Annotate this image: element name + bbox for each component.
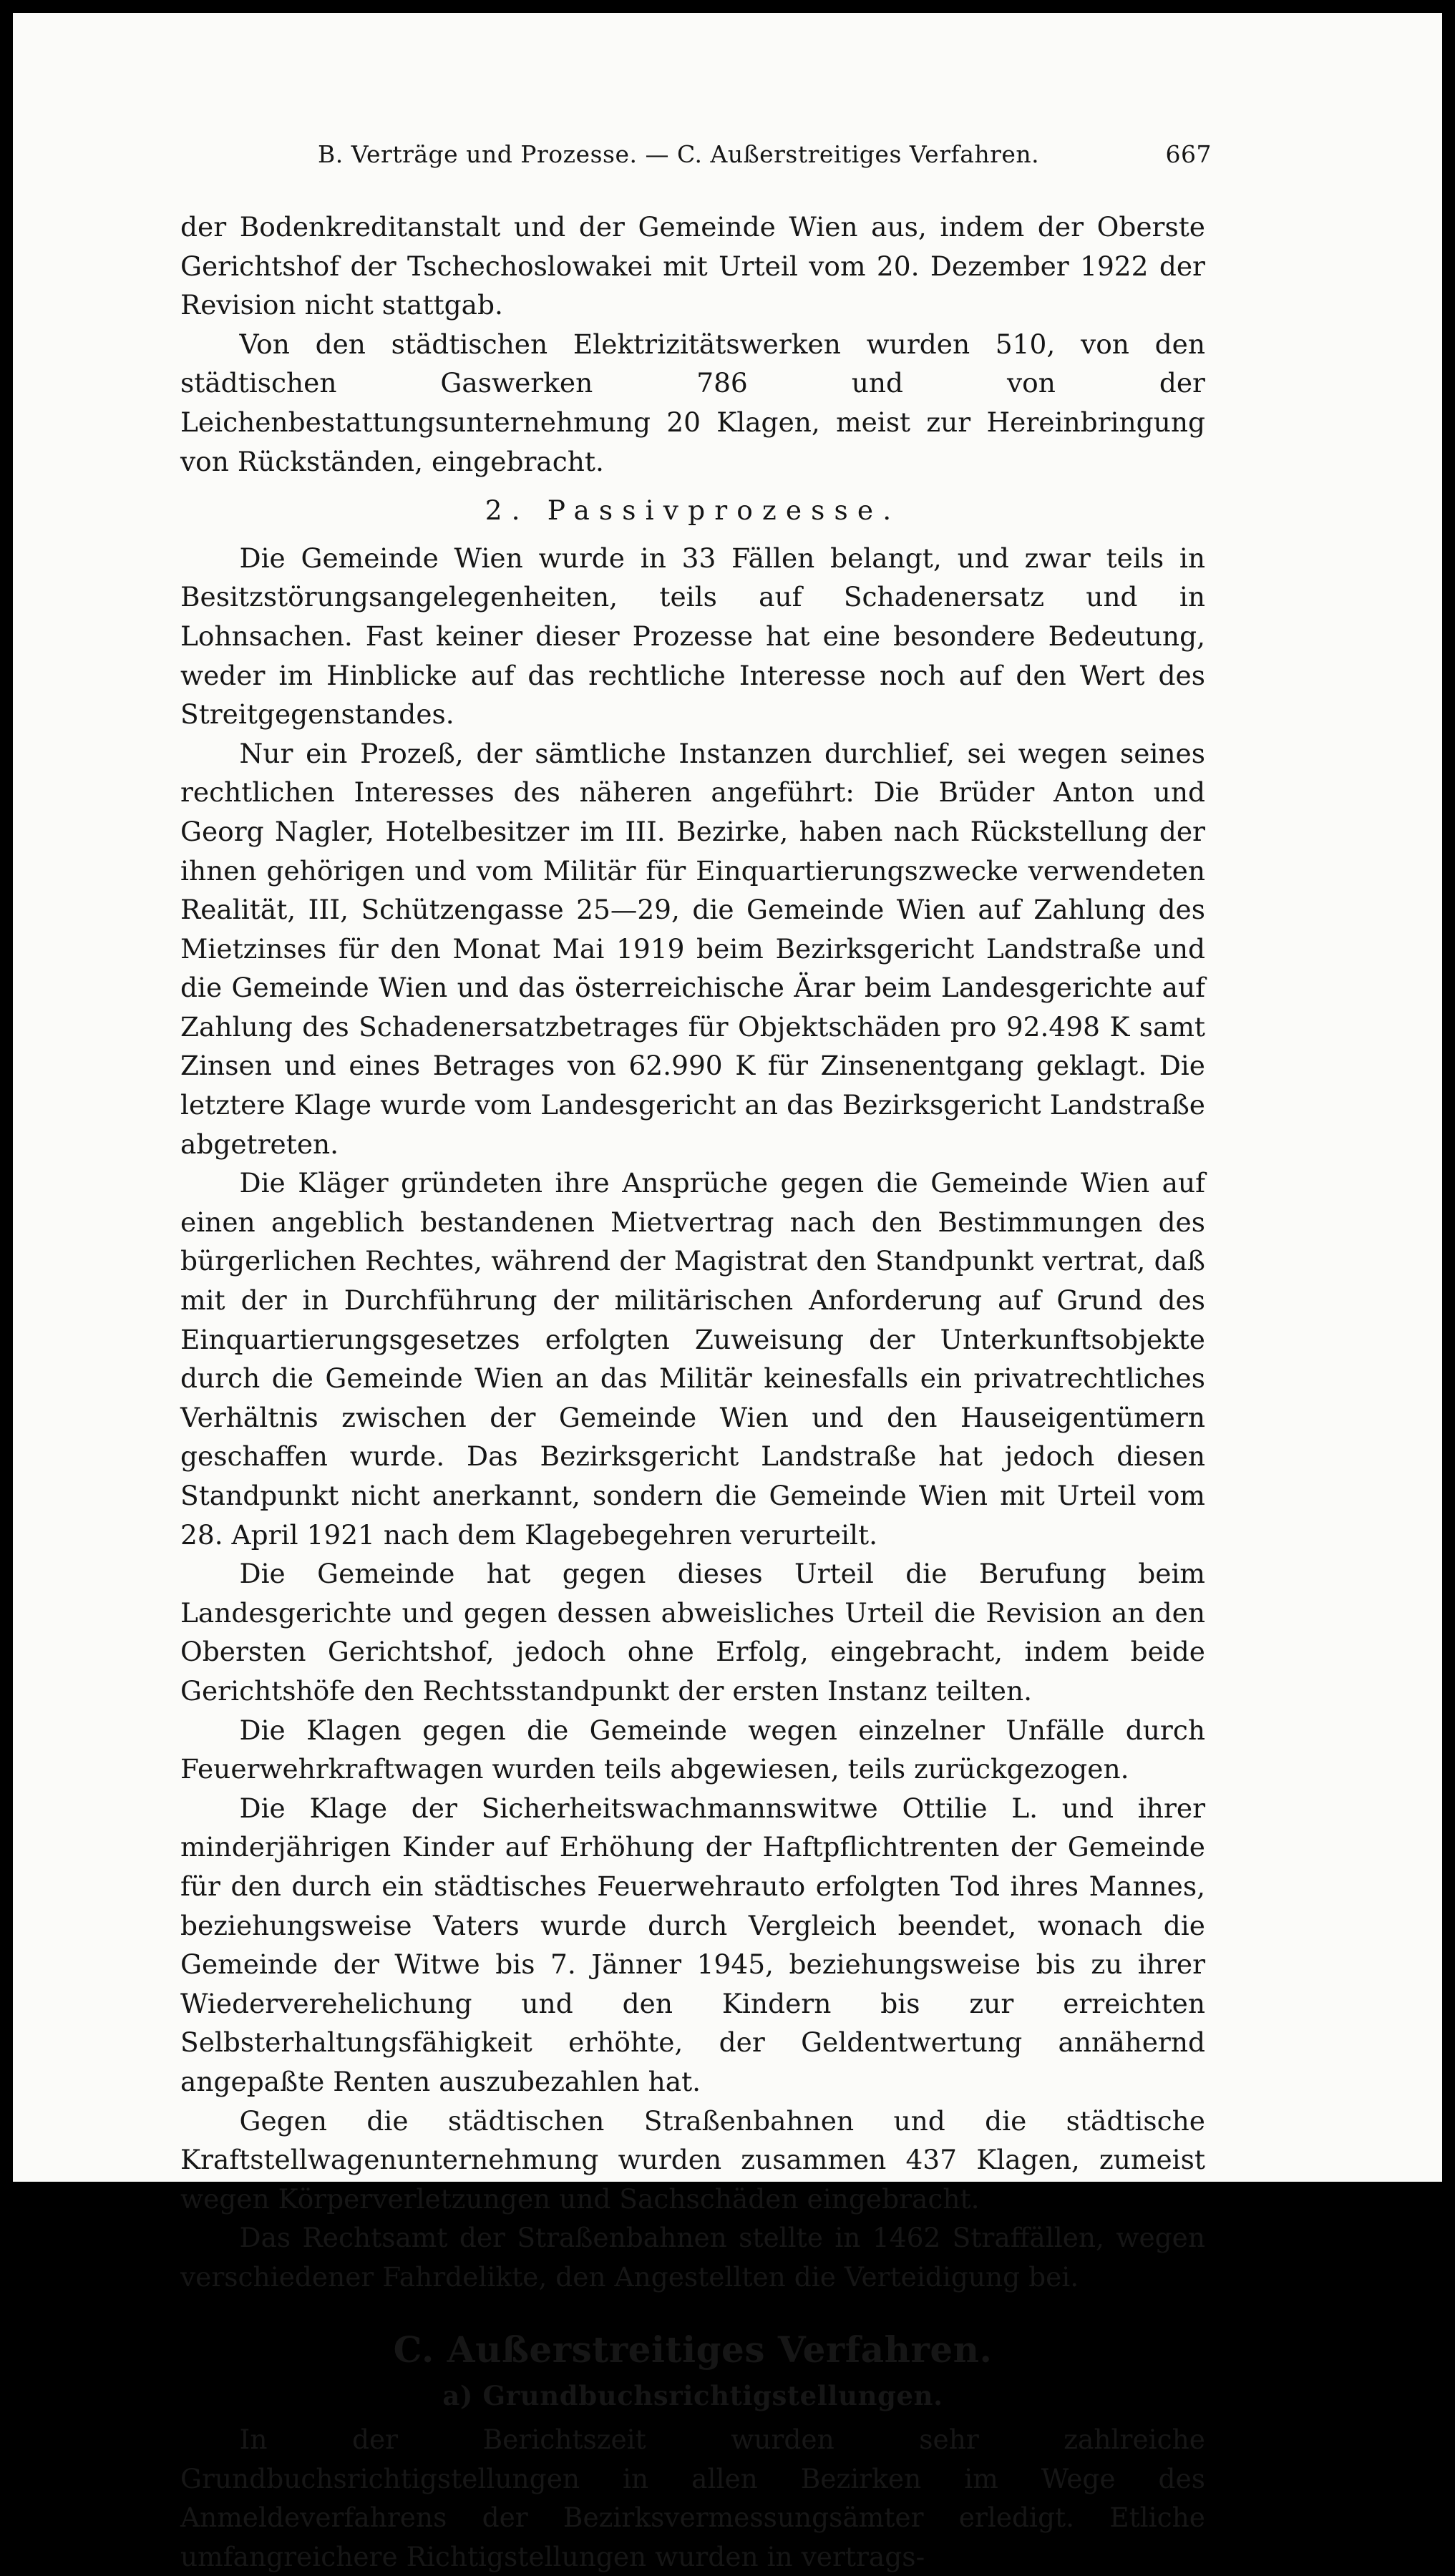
paragraph: Die Gemeinde Wien wurde in 33 Fällen belangt, und zwar teils in Besitzstörungsangelegenheiten, teils auf Schadenersatz und in Lohnsachen. Fast keiner dieser Prozesse hat eine besondere Bedeutung, weder im Hinblicke auf das rechtliche Interesse noch auf den Wert des Streitgegenstandes. (180, 542, 1205, 731)
paragraph: Das Rechtsamt der Straßenbahnen stellte in 1462 Straffällen, wegen verschiedener Fahrdelikte, den Angestellten die Verteidigung bei. (180, 2222, 1205, 2293)
subheading-passivprozesse: 2. Passivprozesse. (485, 494, 901, 527)
paragraph: Nur ein Prozeß, der sämtliche Instanzen durchlief, sei wegen seines rechtlichen Interesses des näheren angeführt: Die Brüder Anton und Georg Nagler, Hotelbesitzer im III. Bezirke, haben nach Rückstellung der ihnen gehörigen und vom Militär für Einquartierungszwecke verwendeten Realität, III, Schützengasse 25—29, die Gemeinde Wien auf Zahlung des Mietzinses für den Monat Mai 1919 beim Bezirksgericht Landstraße und die Gemeinde Wien und das österreichische Ärar beim Landesgerichte auf Zahlung des Schadenersatzbetrages für Objektschäden pro 92.498 K samt Zinsen und eines Betrages von 62.990 K für Zinsenentgang geklagt. Die letztere Klage wurde vom Landesgericht an das Bezirksgericht Landstraße abgetreten. (180, 737, 1205, 1160)
paragraph: Die Gemeinde hat gegen dieses Urteil die Berufung beim Landesgerichte und gegen dessen abweisliches Urteil die Revision an den Obersten Gerichtshof, jedoch ohne Erfolg, eingebracht, indem beide Gerichtshöfe den Rechtsstandpunkt der ersten Instanz teilten. (180, 1558, 1205, 1707)
page (13, 13, 1442, 2572)
paragraph: Gegen die städtischen Straßenbahnen und die städtische Kraftstellwagenunternehmung wurden zusammen 437 Klagen, zumeist wegen Körperverletzungen und Sachschäden eingebracht. (180, 2104, 1205, 2215)
running-head-title: B. Verträge und Prozesse. — C. Außerstreitiges Verfahren. (318, 140, 1040, 168)
section-heading: C. Außerstreitiges Verfahren. (393, 2328, 993, 2371)
paragraph: der Bodenkreditanstalt und der Gemeinde Wien aus, indem der Oberste Gerichtshof der Tschechoslowakei mit Urteil vom 20. Dezember 1922 der Revision nicht stattgab. (180, 211, 1205, 321)
paragraph: Von den städtischen Elektrizitätswerken wurden 510, von den städtischen Gaswerken 786 und von der Leichenbestattungsunternehmung 20 Klagen, meist zur Hereinbringung von Rückständen, eingebracht. (180, 328, 1205, 477)
paragraph: In der Berichtszeit wurden sehr zahlreiche Grundbuchsrichtigstellungen in allen Bezirken im Wege des Anmeldeverfahrens der Bezirksvermessungsämter erledigt. Etliche umfangreichere Richtigstellungen wurden in vertrags- (180, 2424, 1205, 2572)
paragraph: Die Klage der Sicherheitswachmannswitwe Ottilie L. und ihrer minderjährigen Kinder auf Erhöhung der Haftpflichtrenten der Gemeinde für den durch ein städtisches Feuerwehrauto erfolgten Tod ihres Mannes, beziehungsweise Vaters wurde durch Vergleich beendet, wonach die Gemeinde der Witwe bis 7. Jänner 1945, beziehungsweise bis zu ihrer Wiederverehelichung und den Kindern bis zur erreichten Selbsterhaltungsfähigkeit erhöhte, der Geldentwertung annähernd angepaßte Renten auszubezahlen hat. (180, 1792, 1205, 2097)
page-number: 667 (1165, 140, 1212, 168)
body-text (180, 208, 1205, 2576)
paragraph: Die Klagen gegen die Gemeinde wegen einzelner Unfälle durch Feuerwehrkraftwagen wurden teils abgewiesen, teils zurückgezogen. (180, 1714, 1205, 1785)
paragraph: Die Kläger gründeten ihre Ansprüche gegen die Gemeinde Wien auf einen angeblich bestandenen Mietvertrag nach den Bestimmungen des bürgerlichen Rechtes, während der Magistrat den Standpunkt vertrat, daß mit der in Durchführung der militärischen Anforderung auf Grund des Einquartierungsgesetzes erfolgten Zuweisung der Unterkunftsobjekte durch die Gemeinde Wien an das Militär keinesfalls ein privatrechtliches Verhältnis zwischen der Gemeinde Wien und den Hauseigentümern geschaffen wurde. Das Bezirksgericht Landstraße hat jedoch diesen Standpunkt nicht anerkannt, sondern die Gemeinde Wien mit Urteil vom 28. April 1921 nach dem Klagebegehren verurteilt. (180, 1167, 1205, 1551)
subsection-heading: a) Grundbuchsrichtigstellungen. (442, 2380, 943, 2412)
